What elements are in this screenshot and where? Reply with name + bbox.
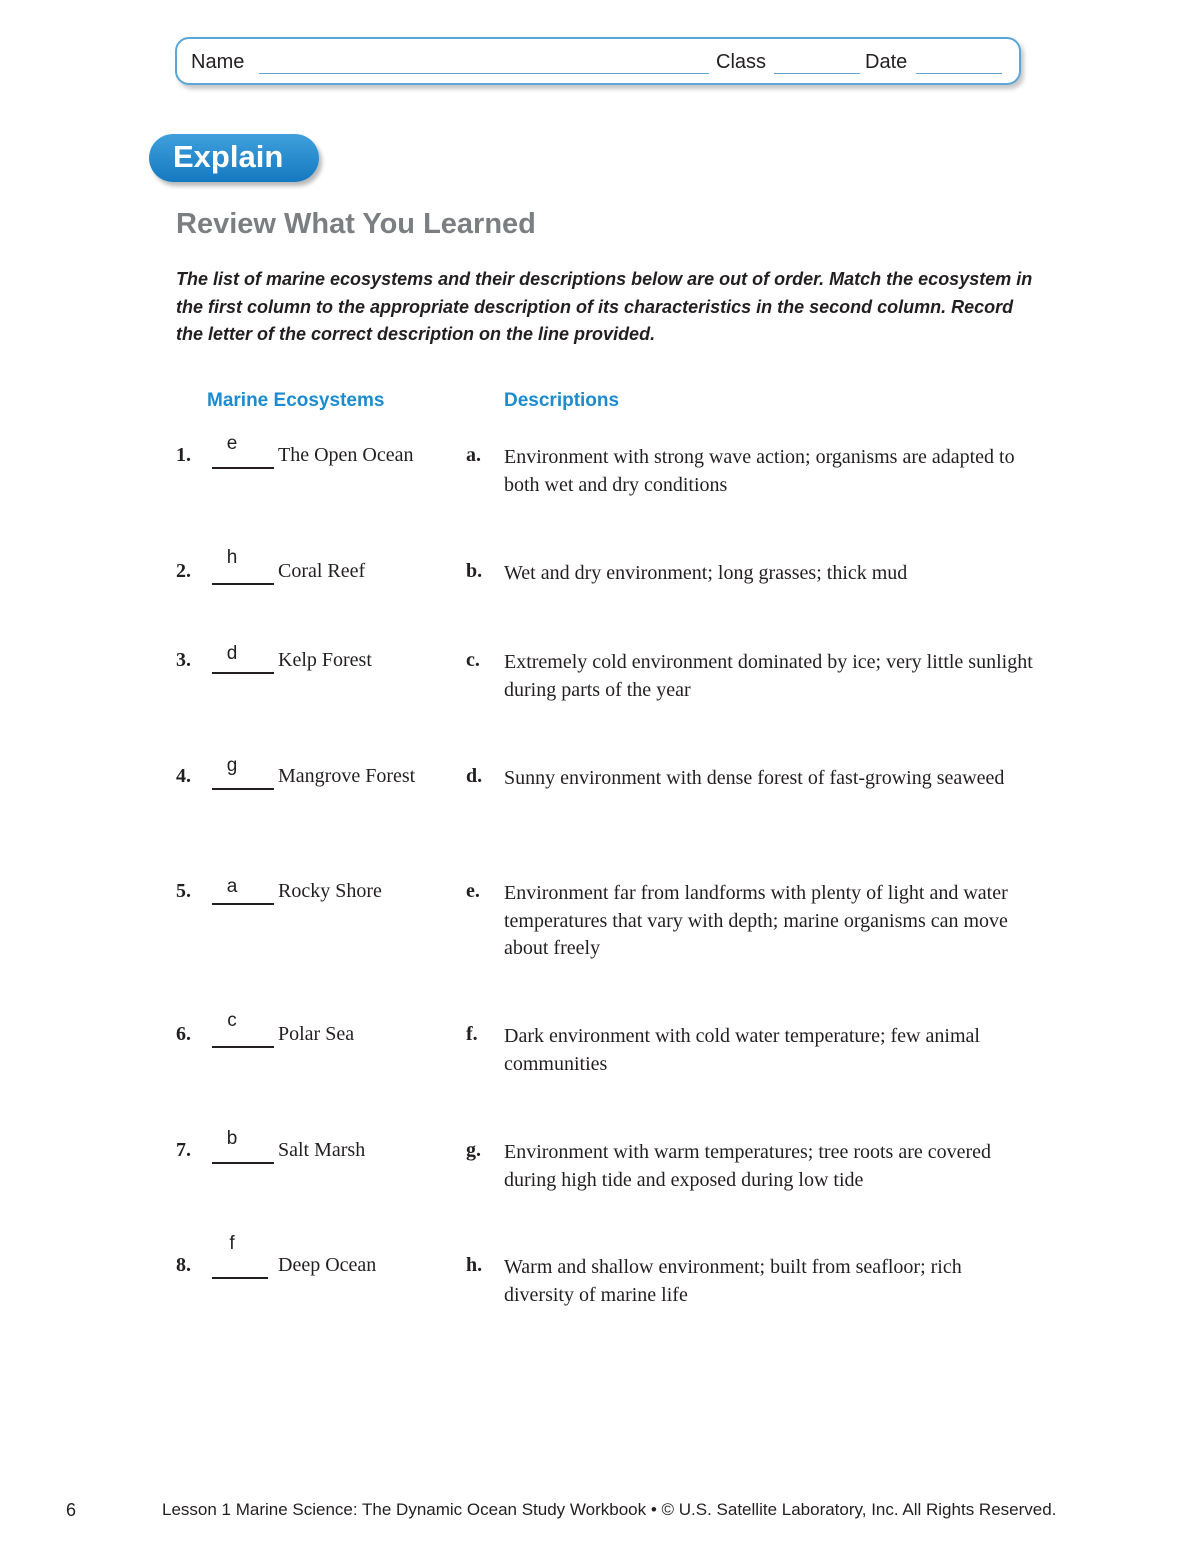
class-label: Class xyxy=(716,51,767,73)
description-text: Environment far from landforms with plenty of light and water temperatures that vary with depth; marine organisms can move about freely xyxy=(504,882,1008,959)
header-box xyxy=(175,37,1021,85)
section-title: Review What You Learned xyxy=(176,208,536,240)
description-text: Dark environment with cold water temperature; few animal communities xyxy=(504,1025,980,1075)
description-text: Environment with warm temperatures; tree roots are covered during high tide and exposed during low tide xyxy=(504,1141,992,1191)
date-field[interactable] xyxy=(916,73,1002,74)
item-number: 1. xyxy=(176,444,191,466)
description-letter: g. xyxy=(466,1139,481,1161)
description-letter: h. xyxy=(466,1254,483,1276)
description-letter: f. xyxy=(466,1023,478,1045)
column-header-ecosystems: Marine Ecosystems xyxy=(207,390,385,411)
name-field[interactable] xyxy=(259,73,709,74)
answer-value: a xyxy=(226,876,238,897)
description-letter: a. xyxy=(466,444,481,466)
ecosystem-name: Coral Reef xyxy=(278,560,366,582)
description-text: Sunny environment with dense forest of fast-growing seaweed xyxy=(504,767,1005,789)
description-letter: d. xyxy=(466,765,483,787)
description-letter: c. xyxy=(466,649,480,671)
answer-value: b xyxy=(226,1128,238,1149)
description-text: Extremely cold environment dominated by ice; very little sunlight during parts of the year xyxy=(504,651,1033,701)
item-number: 4. xyxy=(176,765,191,787)
item-number: 8. xyxy=(176,1254,191,1276)
answer-value: f xyxy=(229,1233,235,1254)
item-number: 7. xyxy=(176,1139,191,1161)
date-label: Date xyxy=(865,51,908,73)
column-header-descriptions: Descriptions xyxy=(504,390,620,411)
item-number: 3. xyxy=(176,649,191,671)
page-number: 6 xyxy=(66,1500,77,1520)
ecosystem-name: Rocky Shore xyxy=(278,880,382,902)
answer-value: e xyxy=(226,433,238,454)
answer-value: c xyxy=(227,1010,237,1031)
item-number: 6. xyxy=(176,1023,191,1045)
answer-blank[interactable] xyxy=(212,1255,268,1279)
explain-badge: Explain xyxy=(149,134,319,182)
ecosystem-name: The Open Ocean xyxy=(278,444,414,466)
ecosystem-name: Deep Ocean xyxy=(278,1254,377,1276)
item-number: 2. xyxy=(176,560,191,582)
answer-value: d xyxy=(226,643,238,664)
footer-text: Lesson 1 Marine Science: The Dynamic Ocean Study Workbook • © U.S. Satellite Laboratory, Inc. All Rights Reserved. xyxy=(162,1500,1057,1519)
ecosystem-name: Salt Marsh xyxy=(278,1139,366,1161)
item-number: 5. xyxy=(176,880,191,902)
class-field[interactable] xyxy=(774,73,860,74)
description-letter: e. xyxy=(466,880,480,902)
name-label: Name xyxy=(191,51,245,73)
description-text: Environment with strong wave action; organisms are adapted to both wet and dry conditions xyxy=(504,446,1015,496)
ecosystem-name: Kelp Forest xyxy=(278,649,372,671)
description-text: Warm and shallow environment; built from seafloor; rich diversity of marine life xyxy=(504,1256,962,1306)
description-letter: b. xyxy=(466,560,483,582)
instructions: The list of marine ecosystems and their descriptions below are out of order. Match the ecosystem in the first column to the appropriate description of its characteristics in the second column. Record the letter of the correct description on the line provided. xyxy=(176,269,1033,344)
answer-value: h xyxy=(226,547,238,568)
ecosystem-name: Mangrove Forest xyxy=(278,765,416,787)
ecosystem-name: Polar Sea xyxy=(278,1023,355,1045)
answer-value: g xyxy=(226,755,238,776)
description-text: Wet and dry environment; long grasses; thick mud xyxy=(504,562,908,584)
